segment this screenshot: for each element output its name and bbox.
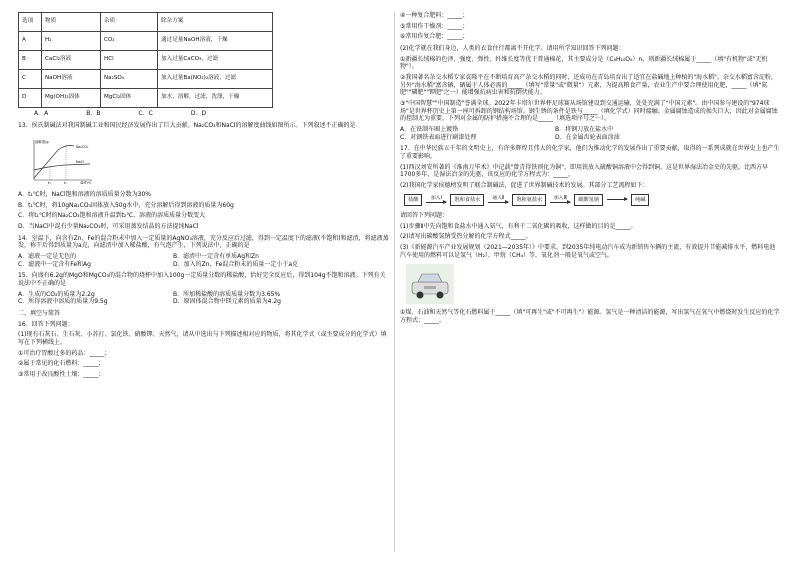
q13-stem: 13．侯氏制碱法对我国制碱工业和国民经济发展作出了巨大贡献。Na₂CO₃和NaCl的溶解度曲线如图所示。下列叙述不正确的是: [18, 121, 356, 129]
table-row: [19, 89, 273, 108]
q17-question: (1)步骤Ⅱ中先向饱和食盐水中通入氨气，有利于二氧化碳的吸收，这样做的目的是_____。: [400, 222, 637, 230]
q15-stem: 15．向盛有6.2g的MgO和MgCO₃的混合物的烧杯中加入100g一定质量分数的稀盐酸，恰好完全反应后，得到104g不饱和溶液。下列有关说法中不正确的是: [18, 272, 386, 288]
table-header-row: [19, 13, 273, 32]
q17-prompt: 请回答下列问题：: [400, 212, 449, 219]
q16-item: ⑤常用作干燥剂：_____；: [400, 22, 469, 30]
answer-option: C．C: [138, 110, 153, 117]
chart-legend-nacl: NaCl: [76, 160, 84, 165]
q14-option: D．加入的Zn、Fe混合粉末的质量一定小于a克: [173, 260, 299, 268]
process-flow: [404, 194, 780, 206]
flow-box: 饱和氨盐水: [512, 194, 546, 206]
flow-box: 纯碱: [631, 194, 649, 206]
flow-box: 饱和食盐水: [450, 194, 484, 206]
table-cell: 加入过量Ba(NO₃)₂溶液，过滤: [158, 70, 273, 89]
flow-arrow-label: 加入Ⅰ: [430, 196, 442, 202]
table-row: [19, 32, 273, 51]
q16-2-option: C．对钢铁表面进行刷漆处理: [400, 133, 477, 141]
chart-tick-t2: t₂: [64, 181, 67, 185]
na2co3-curve: [34, 146, 74, 179]
flow-arrow-line: [607, 199, 627, 200]
car-grille: [424, 286, 436, 289]
section-heading: 二、填空与简答: [18, 310, 61, 318]
solubility-chart: [26, 136, 96, 184]
table-row: [19, 51, 273, 70]
q15-option: B．所加稀盐酸的溶质质量分数为3.65%: [173, 290, 281, 298]
flow-arrow: [426, 196, 446, 203]
q13-option: B．t₁℃时，将10gNa₂CO₃固体放入50g水中，充分溶解后得到溶液的质量为60g: [18, 201, 234, 209]
table-cell: 通过足量NaOH溶液，干燥: [158, 32, 273, 51]
table-cell: H₂: [42, 32, 101, 51]
car-image: [406, 264, 454, 304]
q16-2-option: B．将钢刀放在盐水中: [555, 126, 614, 134]
q17-sub: (3)《新能源汽车产业发展规划（2021—2035年）》中要求，到2035年纯电动汽车成为新销售车辆的主流，有效提升节能减排水平，燃料电池汽车使用的燃料可以是氢气（H₂）、甲烷（CH₄）等，氧化剂一般是氧气或空气。: [400, 244, 776, 259]
chart-ylabel: 溶解度/g: [35, 140, 49, 145]
table-cell: 加入过量CaCO₃，过滤: [158, 51, 273, 70]
car-windshield: [418, 274, 442, 282]
table-cell: CaCl₂溶液: [42, 51, 101, 70]
table-cell: B: [19, 51, 42, 70]
q16-2-item: ①新疆长绒棉的色泽、强度、弹性、纤维长度等优于普通棉花，其主要成分是（C₆H₁₀O₅）n，则新疆长绒棉属于_____（填"有机物"或"无机物"）。: [400, 55, 768, 71]
q13-option: D．当NaCl中混有少量Na₂CO₃时，可采用蒸发结晶的方法提纯NaCl: [18, 223, 199, 231]
flow-arrow: [488, 196, 508, 203]
q16-2-item: ③"中国智慧""中国制造"誉满全球。2022年卡塔尔世界杯足球赛从场馆建设到交通运输，处处充满了"中国元素"。由中国参与建设的"974球场"是世界杯历史上第一座可拆卸的钢结构场馆。钢生锈的条件是铁与_____（填化学式）同时接触。金属腐蚀造成的损失巨大，因此对金属腐蚀的控制尤为重要。下列对金属的防护措施不合理的是_____（填选项序号之一）。: [400, 100, 778, 123]
nacl-curve: [34, 164, 90, 170]
q17-stem: 17．在中华民族五千年的文明史上，有许多辉煌且伟大的化学家，他们为推动化学的发展作出了重要贡献，取得的一系列成就在世界史上也产生了重要影响。: [400, 145, 780, 161]
q15-option: D．原固体混合物中镁元素的质量为4.2g: [173, 298, 281, 306]
q15-option: C．所得溶液中溶质的质量为9.5g: [18, 298, 108, 306]
flow-arrow-line: [550, 202, 570, 203]
table-header: 除杂方案: [158, 13, 273, 32]
table-cell: A: [19, 32, 42, 51]
chart-tick-t1: t₁: [48, 181, 51, 185]
car-wheel: [437, 292, 444, 299]
q17-sub: ①煤、石油和天然气等化石燃料属于_____（填"可再生"或"不可再生"）能源。氢气是一种清洁的能源，写出氢气在氧气中燃烧时发生反应的化学方程式：_____。: [400, 309, 780, 324]
answer-option: A．A: [34, 110, 49, 117]
table-cell: C: [19, 70, 42, 89]
q16-stem: 16．回答下列问题：: [18, 320, 74, 328]
table-cell: Mg(OH)₂固体: [42, 89, 101, 108]
q14-option: A．滤液一定是无色的: [18, 253, 77, 261]
table-cell: HCl: [101, 51, 158, 70]
chart-legend-na2co3: Na₂CO₃: [76, 145, 89, 150]
q16-2-item: ②我国著名杂交水稻专家袁隆平在不断培育高产杂交水稻的同时，还成功在青岛培育出了适宜在盐碱地上种植的"海水稻"。杂交水稻富含淀粉，另外"海水稻"富含硒，硒属于人体必需的_____（填写"常量"或"微量"）元素，为提高粮食产量，农业生产中要合理使用化肥，_____（填"氮肥""磷肥""钾肥"之一）能增强抗病虫害和抗倒伏能力。: [400, 74, 777, 97]
chart-xlabel: 温度/℃: [80, 181, 92, 185]
table-cell: NaOH溶液: [42, 70, 101, 89]
flow-arrow-label: 通入Ⅱ: [492, 196, 505, 202]
q16-item: ②属于常见的化石燃料：_____；: [18, 360, 105, 368]
q13-option: C．将t₁℃时的Na₂CO₃饱和溶液升温到t₂℃，溶液的溶质质量分数变大: [18, 212, 206, 220]
flow-arrow: [550, 196, 570, 203]
car-wheel: [417, 292, 424, 299]
column-divider: [394, 12, 395, 552]
flow-arrow-line: [488, 202, 508, 203]
q17-sub: (1)西汉刘安所著的《淮南万毕术》中记载"曾青得铁则化为铜"，即用铁放入硫酸铜溶液中会得到铜，这是世界湿法冶金史的先驱，比西方早1700多年，是湿法冶金的先驱，该反应的化学方程式为：_____。: [400, 163, 769, 179]
q12-answers: [34, 110, 390, 118]
q16-sub1: (1)现有石灰石、生石灰、小苏打、氯化铁、硝酸钾、天然气，请从中选出与下列描述相对应的物质，将其化学式（或主要成分的化学式）填写在下列横线上。: [18, 331, 387, 347]
table-header: 物质: [42, 13, 101, 32]
table-row: [19, 70, 273, 89]
flow-arrow-label: 加入Ⅲ: [553, 196, 567, 202]
q16-item: ③常用于改良酸性土壤：_____；: [18, 371, 105, 379]
q15-options-row: [18, 298, 390, 306]
table-cell: MgCl₂固体: [101, 89, 158, 108]
q16-item: ①可治疗胃酸过多的药品：_____；: [18, 349, 111, 357]
q16-2-stem: (2)化学就在我们身边，人类的衣食住行都离不开化学。请用所学知识回答下列问题：: [400, 45, 625, 53]
q13-option: A．t₁℃时，NaCl饱和溶液的溶质质量分数为30%: [18, 191, 151, 199]
flow-box: 碳酸氢钠: [574, 194, 603, 206]
table-cell: Na₂SO₄: [101, 70, 158, 89]
table-header: 杂质: [101, 13, 158, 32]
q16-2-option: A．在铁制车圈上镀铬: [400, 126, 459, 134]
q15-option: A．生成的CO₂的质量为2.2g: [18, 290, 95, 298]
answer-option: D．D: [190, 110, 207, 117]
q14-option: C．滤液中一定含有Fe和Ag: [18, 260, 91, 268]
answer-option: B．B: [86, 110, 101, 117]
right-column: [400, 0, 780, 562]
table-header: 选项: [19, 13, 42, 32]
flow-arrow: [607, 199, 627, 200]
table-cell: CO₂: [101, 32, 158, 51]
q16-2-options-row: [400, 134, 780, 142]
q14-option: B．滤渣中一定含有单质Ag和Zn: [173, 253, 259, 261]
q14-options-row: [18, 261, 390, 269]
q14-stem: 14．室温下，向含有Zn、Fe的混合粉末中加入一定质量的AgNO₃溶液，充分反应后过滤，得到一定温度下的滤液(不饱和)和滤渣，将滤液蒸发，称干后得到质量为a克，向滤渣中加入稀盐酸，有气泡产生，下列说法中，正确的是: [18, 234, 389, 250]
q17-sub: (2)我国化学家侯德榜发明了联合制碱法，促进了世界制碱技术的发展。其部分工艺流程如下：: [400, 182, 649, 190]
left-column: [18, 0, 390, 562]
q16-item: ⑥常用作复合肥：_____；: [400, 33, 469, 41]
table-cell: D: [19, 89, 42, 108]
q14-options-row: [18, 253, 390, 261]
flow-box: 盐酸: [404, 194, 422, 206]
table-cell: 加水，溶解，过滤，洗涤，干燥: [158, 89, 273, 108]
q16-item: ④一种复合肥料：_____；: [400, 12, 469, 19]
q17-question: (2)请写出碳酸氢钠受热分解的化学方程式_____。: [400, 233, 532, 241]
impurity-table: [18, 12, 273, 108]
q16-2-options-row: [400, 126, 780, 134]
q16-2-option: D．在金属齿轮表面涂油: [555, 133, 620, 141]
flow-arrow-line: [426, 202, 446, 203]
